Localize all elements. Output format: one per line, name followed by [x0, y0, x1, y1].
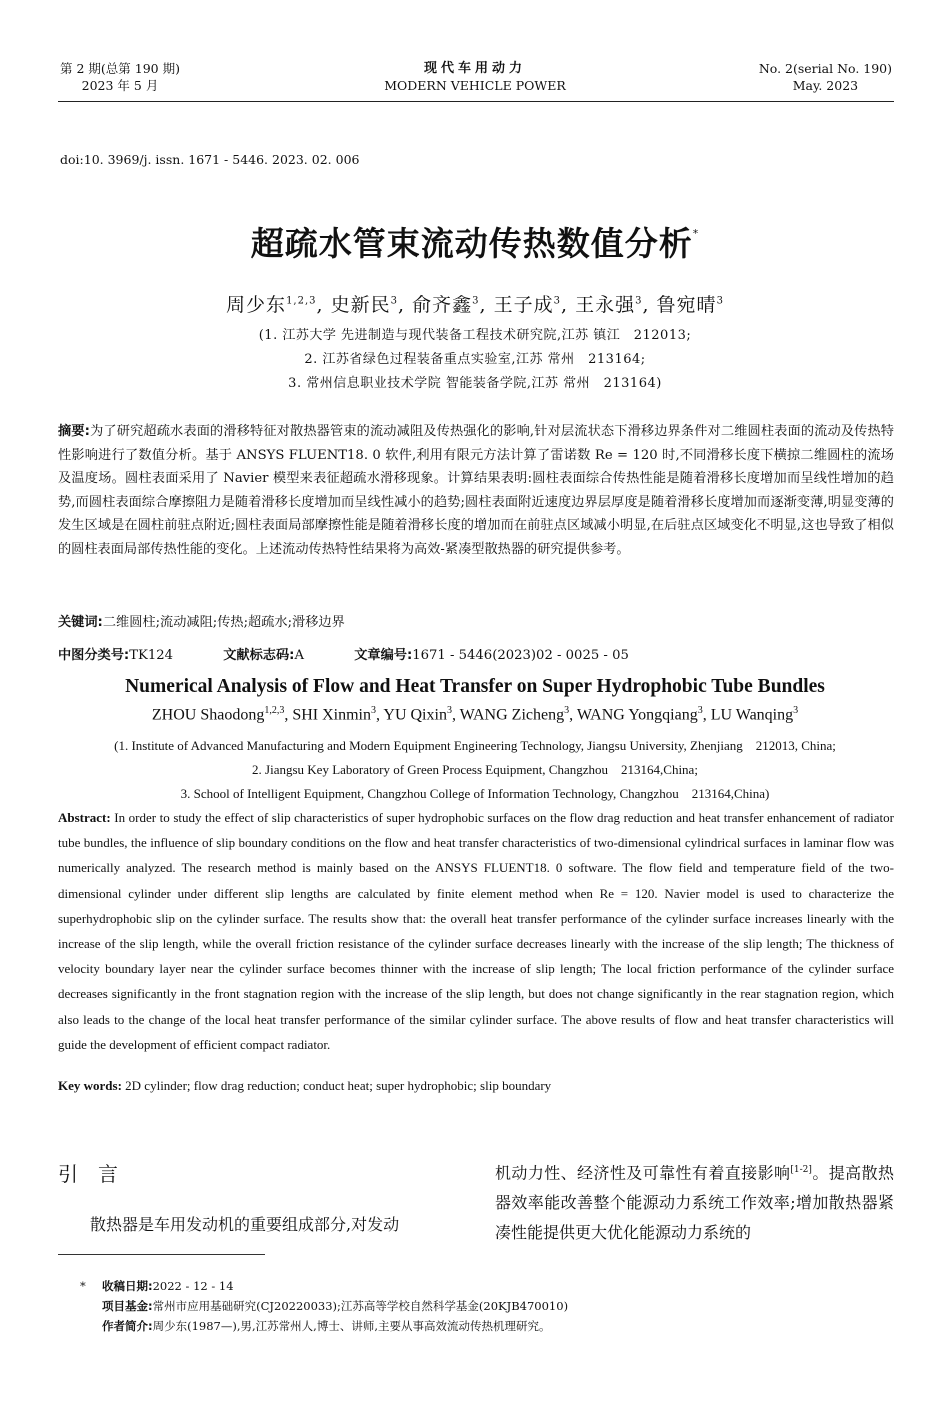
affiliation-en-1: (1. Institute of Advanced Manufacturing and Modern Equipment Engineering Technology, Jiangsu University, Zhenjiang 212013, China;	[114, 738, 836, 753]
author-en: ZHOU Shaodong	[151, 706, 265, 724]
keywords-en-label: Key words:	[58, 1078, 122, 1093]
title-text: 超疏水管束流动传热数值分析	[250, 224, 693, 263]
keywords-en-text: 2D cylinder; flow drag reduction; conduct heat; super hydrophobic; slip boundary	[125, 1078, 552, 1093]
header-rule	[58, 101, 894, 102]
body-right-text-2: 。提高散热器效率能改善整个能源动力系统工作效率;增加散热器紧凑性能提供更大优化能源动力系统的	[495, 1163, 894, 1243]
author-en: WANG Zicheng	[459, 706, 565, 724]
doc-code-label: 文献标志码:	[223, 648, 295, 663]
citation-ref[interactable]: [1-2]	[790, 1165, 812, 1175]
author: 王永强	[575, 294, 636, 316]
author-en-affil: 1,2,3	[264, 705, 285, 716]
affiliation-en-3: 3. School of Intelligent Equipment, Changzhou College of Information Technology, Changzhou 213164,China)	[180, 786, 770, 801]
author-affil: 3	[716, 295, 724, 307]
abstract-cn-text: 为了研究超疏水表面的滑移特征对散热器管束的流动减阻及传热强化的影响,针对层流状态下滑移边界条件对二维圆柱表面的流动及传热特性影响进行了数值分析。基于 ANSYS FLUENT18. 0 软件,利用有限元方法计算了雷诺数 Re = 120 时,不同滑移长度下横掠二维圆柱的流场及温度场。圆柱表面采用了 Navier 模型来表征超疏水滑移现象。计算结果表明:圆柱表面综合传热性能是随着滑移长度增加而呈线性增加的趋势,而圆柱表面综合摩擦阻力是随着滑移长度增加而呈线性减小的趋势;圆柱表面附近速度边界层厚度是随着滑移长度增加而逐渐变薄,明显变薄的发生区域是在圆柱前驻点附近;圆柱表面局部摩擦性能是随着滑移长度的增加而在前驻点区域减小明显,在后驻点区域变化不明显,这也导致了相似的圆柱表面局部传热性能的变化。上述流动传热特性结果将为高效-紧凑型散热器的研究提供参考。	[58, 424, 894, 557]
title-footnote-mark: *	[692, 227, 700, 240]
author: 王子成	[493, 294, 554, 316]
affiliation-cn-3: 3. 常州信息职业技术学院 智能装备学院,江苏 常州 213164)	[288, 376, 662, 391]
keywords-cn	[58, 611, 345, 630]
keywords-en	[58, 1078, 551, 1094]
header-issue-number: 第 2 期(总第 190 期)	[60, 61, 180, 76]
author-en-affil: 3	[370, 705, 376, 716]
author-affil: 3	[635, 295, 643, 307]
author-en-affil: 3	[697, 705, 703, 716]
article-no-value: 1671 - 5446(2023)02 - 0025 - 05	[412, 648, 629, 663]
affiliation-en-2: 2. Jiangsu Key Laboratory of Green Process Equipment, Changzhou 213164,China;	[252, 762, 698, 777]
paper-title-cn	[0, 218, 950, 265]
keywords-cn-text: 二维圆柱;流动减阻;传热;超疏水;滑移边界	[102, 615, 345, 630]
footnote-rule	[58, 1254, 265, 1255]
author-en: WANG Yongqiang	[576, 706, 698, 724]
bio-value: 周少东(1987—),男,江苏常州人,博士、讲师,主要从事高效流动传热机理研究。	[152, 1319, 551, 1333]
author-affil: 3	[553, 295, 561, 307]
author-en-affil: 3	[793, 705, 799, 716]
journal-name-cn: 现代车用动力	[423, 61, 526, 76]
author-en: SHI Xinmin	[292, 706, 371, 724]
header-issue-number-en: No. 2(serial No. 190)	[758, 61, 892, 76]
footnotes	[80, 1276, 880, 1336]
body-column-left: 散热器是车用发动机的重要组成部分,对发动	[90, 1215, 400, 1234]
abstract-en	[58, 805, 894, 1057]
clc-label: 中图分类号:	[58, 648, 130, 663]
fund-label: 项目基金:	[102, 1299, 153, 1313]
header-issue-date-en: May. 2023	[792, 78, 859, 93]
author-en-affil: 3	[564, 705, 570, 716]
body-column-right	[495, 1155, 894, 1248]
abstract-cn-label: 摘要:	[58, 424, 90, 439]
author-affil: 1,2,3	[286, 295, 317, 307]
author-en: YU Qixin	[383, 706, 447, 724]
doc-code-value: A	[294, 648, 304, 663]
received-label: 收稿日期:	[102, 1279, 153, 1293]
header-issue-date: 2023 年 5 月	[81, 78, 159, 93]
author: 史新民	[330, 294, 391, 316]
article-no-label: 文章编号:	[354, 648, 413, 663]
abstract-en-text: In order to study the effect of slip characteristics of super hydrophobic surfaces on the flow drag reduction and heat transfer enhancement of radiator tube bundles, the influence of slip boundary conditions on the flow and heat transfer characteristics of two-dimensional cylindrical surfaces in laminar flow was numerically analyzed. The research method is mainly based on the ANSYS FLUENT18. 0 software. The flow field and temperature field of the two-dimensional cylinder under different slip lengths are calculated by finite element method when Re = 120. Navier model is used to characterize the superhydrophobic slip on the cylinder surface. The results show that: the overall heat transfer performance of the cylinder surface increases linearly with the increase of the slip length, while the overall friction resistance of the cylinder surface decreases linearly with the increase of the slip length; The thickness of velocity boundary layer near the cylinder surface becomes thinner with the increase of slip length; The local friction performance of the cylinder surface decreases significantly in the front stagnation region with the increase of the slip length, but does not change significantly in the rear stagnation region, which also leads to the change of the local heat transfer performance of the similar cylinder surface. The above results of flow and heat transfer characteristics will guide the development of efficient compact radiator.	[58, 810, 894, 1052]
doi[interactable]: doi:10. 3969/j. issn. 1671 - 5446. 2023. 02. 006	[60, 152, 360, 167]
footnote-received	[80, 1276, 880, 1296]
author-en-affil: 3	[446, 705, 452, 716]
clc-value: TK124	[129, 648, 174, 663]
paper-title-en: Numerical Analysis of Flow and Heat Transfer on Super Hydrophobic Tube Bundles	[125, 676, 825, 697]
section-title-introduction: 引言	[58, 1162, 138, 1186]
journal-name-en: MODERN VEHICLE POWER	[384, 78, 566, 93]
author-affil: 3	[390, 295, 398, 307]
author: 周少东	[226, 294, 287, 316]
author-en: LU Wanqing	[710, 706, 794, 724]
received-value: 2022 - 12 - 14	[152, 1279, 234, 1293]
authors-en: ZHOU Shaodong$^{1,2,3}$, SHI Xinmin$^3$, YU Qixin$^3$, WANG Zicheng$^3$, WANG Yongqiang$^3$, LU Wanqing$^3$	[151, 705, 799, 724]
classification-line	[58, 644, 894, 663]
footnote-bio	[80, 1316, 880, 1336]
author-affil: 3	[472, 295, 480, 307]
fund-value: 常州市应用基础研究(CJ20220033);江苏高等学校自然科学基金(20KJB470010)	[152, 1299, 569, 1313]
affiliation-cn-1: (1. 江苏大学 先进制造与现代装备工程技术研究院,江苏 镇江 212013;	[258, 328, 692, 343]
keywords-cn-label: 关键词:	[58, 615, 103, 630]
header-issue-en	[759, 60, 892, 94]
abstract-cn	[58, 420, 894, 561]
body-right-text-1: 机动力性、经济性及可靠性有着直接影响	[495, 1163, 791, 1183]
authors-cn: 周少东$^{1,2,3}$, 史新民$^3$, 俞齐鑫$^3$, 王子成$^3$, 王永强$^3$, 鲁宛晴$^3$	[226, 294, 724, 316]
abstract-en-label: Abstract:	[58, 810, 111, 825]
footnote-star: *	[80, 1279, 86, 1293]
author: 鲁宛晴	[656, 294, 717, 316]
affiliation-cn-2: 2. 江苏省绿色过程装备重点实验室,江苏 常州 213164;	[304, 352, 646, 367]
bio-label: 作者简介:	[102, 1319, 153, 1333]
author: 俞齐鑫	[412, 294, 473, 316]
footnote-fund	[80, 1296, 880, 1316]
